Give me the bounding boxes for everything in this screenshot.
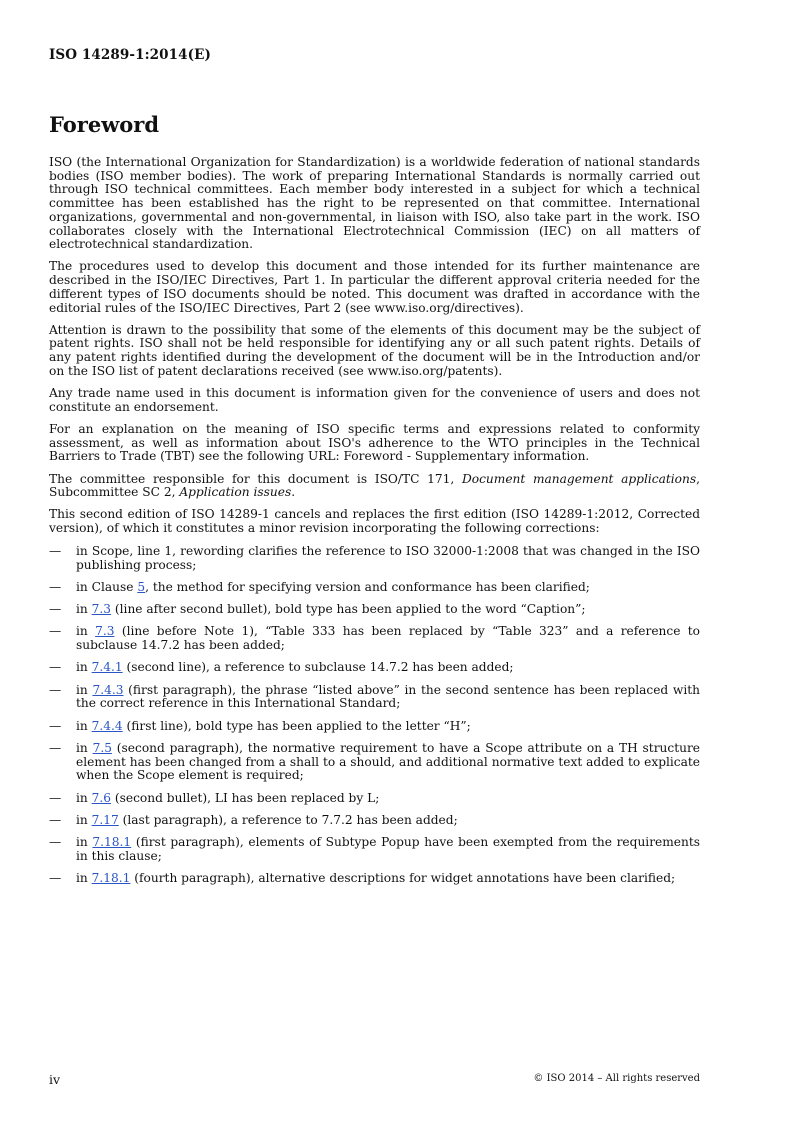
list-item-text: (line before Note 1), “Table 333 has been replaced by “Table 323” and a reference to subclause 14.7.2 has been added; bbox=[76, 624, 700, 653]
corrections-list bbox=[49, 545, 700, 886]
list-dash: — bbox=[49, 871, 62, 886]
clause-link[interactable]: 7.4.1 bbox=[91, 660, 123, 675]
list-item bbox=[49, 742, 700, 783]
committee-middle: , Subcommittee SC 2, bbox=[49, 471, 700, 500]
paragraph-trade-name: Any trade name used in this document is information given for the convenience of users and does not constitute an endorsement. bbox=[49, 386, 700, 414]
clause-link[interactable]: 7.18.1 bbox=[92, 835, 132, 850]
copyright-notice: © ISO 2014 – All rights reserved bbox=[533, 1073, 700, 1084]
committee-name: Document management applications bbox=[461, 471, 697, 486]
list-item bbox=[49, 814, 700, 828]
list-item bbox=[49, 625, 700, 652]
list-item bbox=[49, 545, 700, 572]
clause-link[interactable]: 7.5 bbox=[92, 741, 112, 756]
list-item bbox=[49, 792, 700, 806]
list-item-text: (first paragraph), the phrase “listed above” in the second sentence has been replaced with the correct reference in this International Standard; bbox=[76, 682, 700, 711]
paragraph-committee bbox=[49, 473, 700, 500]
list-item-text: (first line), bold type has been applied to the letter “H”; bbox=[122, 718, 471, 733]
list-dash: — bbox=[49, 835, 62, 850]
list-item-text: (fourth paragraph), alternative descriptions for widget annotations have been clarified; bbox=[130, 871, 676, 886]
clause-link[interactable]: 7.4.4 bbox=[91, 718, 123, 733]
list-item-text: (last paragraph), a reference to 7.7.2 has been added; bbox=[118, 813, 458, 828]
list-item-lead: in Clause bbox=[76, 579, 138, 594]
document-id-header: ISO 14289-1:2014(E) bbox=[49, 47, 212, 63]
list-item bbox=[49, 720, 700, 734]
paragraph-procedures: The procedures used to develop this document and those intended for its further maintenance are described in the ISO/IEC Directives, Part 1. In particular the different approval criteria needed for the different types of ISO documents should be noted. This document was drafted in accordance with the editorial rules of the ISO/IEC Directives, Part 2 (see www.iso.org/directives). bbox=[49, 259, 700, 315]
list-item-lead: in bbox=[76, 835, 93, 850]
list-dash: — bbox=[49, 543, 62, 558]
list-item-lead: in bbox=[76, 682, 93, 697]
list-dash: — bbox=[49, 660, 62, 675]
paragraph-edition: This second edition of ISO 14289-1 cancels and replaces the first edition (ISO 14289-1:2012, Corrected version), of which it constitutes a minor revision incorporating the following corrections: bbox=[49, 507, 700, 536]
list-item-text: (second paragraph), the normative requirement to have a Scope attribute on a TH structure element has been changed from a shall to a should, and additional normative text added to explicate when the Scope element is required; bbox=[76, 741, 700, 783]
committee-suffix: . bbox=[291, 485, 296, 500]
list-dash: — bbox=[49, 602, 62, 617]
list-item-lead: in bbox=[76, 813, 92, 828]
paragraph-iso-overview: ISO (the International Organization for Standardization) is a worldwide federation of national standards bodies (ISO member bodies). The work of preparing International Standards is normally carried out through ISO technical committees. Each member body interested in a subject for which a technical committee has been established has the right to be represented on that committee. International organizations, governmental and non-governmental, in liaison with ISO, also take part in the work. ISO collaborates closely with the International Electrotechnical Commission (IEC) on all matters of electrotechnical standardization. bbox=[49, 155, 700, 252]
paragraph-conformity: For an explanation on the meaning of ISO specific terms and expressions related to conformity assessment, as well as information about ISO's adherence to the WTO principles in the Technical Barriers to Trade (TBT) see the following URL: Foreword - Supplementary information. bbox=[49, 421, 700, 464]
clause-link[interactable]: 7.17 bbox=[91, 813, 119, 828]
list-item-text: (second line), a reference to subclause 14.7.2 has been added; bbox=[122, 660, 514, 675]
list-dash: — bbox=[49, 579, 62, 594]
list-item-text: (second bullet), LI has been replaced by L; bbox=[111, 790, 380, 805]
list-item bbox=[49, 872, 700, 886]
list-item-lead: in bbox=[76, 624, 96, 639]
clause-link[interactable]: 7.3 bbox=[95, 624, 115, 639]
clause-link[interactable]: 7.6 bbox=[91, 790, 112, 805]
list-dash: — bbox=[49, 682, 62, 697]
list-item bbox=[49, 661, 700, 675]
clause-link[interactable]: 7.3 bbox=[91, 602, 112, 617]
list-item-lead: in bbox=[76, 602, 92, 617]
list-item-lead: in bbox=[76, 790, 92, 805]
clause-link[interactable]: 7.4.3 bbox=[92, 682, 124, 697]
list-item-text: in Scope, line 1, rewording clarifies the reference to ISO 32000-1:2008 that was changed in the ISO publishing process; bbox=[76, 543, 700, 572]
list-item-lead: in bbox=[76, 660, 92, 675]
list-item-text: , the method for specifying version and conformance has been clarified; bbox=[145, 579, 590, 594]
list-item bbox=[49, 603, 700, 617]
list-item-lead: in bbox=[76, 718, 92, 733]
list-dash: — bbox=[49, 718, 62, 733]
list-item-lead: in bbox=[76, 871, 92, 886]
clause-link[interactable]: 7.18.1 bbox=[91, 871, 131, 886]
list-item bbox=[49, 581, 700, 595]
list-item-text: (line after second bullet), bold type has been applied to the word “Caption”; bbox=[111, 602, 586, 617]
clause-link[interactable]: 5 bbox=[137, 579, 146, 594]
list-dash: — bbox=[49, 813, 62, 828]
list-item-lead: in bbox=[76, 741, 93, 756]
list-dash: — bbox=[49, 790, 62, 805]
committee-prefix: The committee responsible for this document is ISO/TC 171, bbox=[49, 471, 462, 486]
list-item-text: (first paragraph), elements of Subtype Popup have been exempted from the requirements in this clause; bbox=[76, 835, 700, 864]
page-number: iv bbox=[49, 1072, 61, 1087]
list-item bbox=[49, 684, 700, 711]
paragraph-patents: Attention is drawn to the possibility that some of the elements of this document may be the subject of patent rights. ISO shall not be held responsible for identifying any or all such patent rights. Details of any patent rights identified during the development of the document will be in the Introduction and/or on the ISO list of patent declarations received (see www.iso.org/patents). bbox=[49, 322, 700, 378]
list-dash: — bbox=[49, 624, 62, 639]
list-dash: — bbox=[49, 741, 62, 756]
page-title: Foreword bbox=[49, 112, 160, 137]
subcommittee-name: Application issues bbox=[179, 485, 292, 500]
foreword-body bbox=[49, 156, 700, 895]
list-item bbox=[49, 836, 700, 863]
